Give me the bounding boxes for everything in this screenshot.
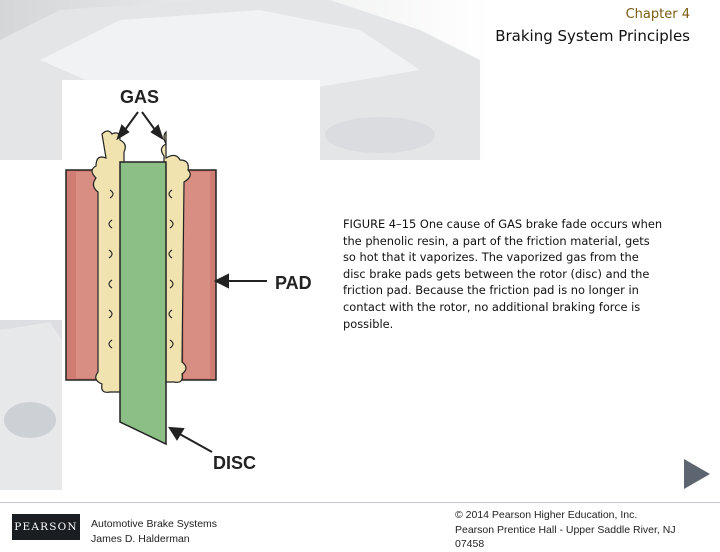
- pad-label: PAD: [275, 273, 312, 293]
- copyright-text: © 2014 Pearson Higher Education, Inc.: [455, 509, 638, 521]
- figure-caption: FIGURE 4–15 One cause of GAS brake fade occurs when the phenolic resin, a part of the friction material, gets so hot that it vaporizes. The vaporized gas from the disc brake pads gets between the rotor (disc) and the friction pad. Because the friction pad is no longer in contact with the rotor, no additional braking force is possible.: [343, 217, 663, 331]
- brake-fade-illustration: [62, 80, 320, 490]
- play-triangle-icon[interactable]: [682, 457, 712, 491]
- disc-label: DISC: [213, 453, 257, 473]
- disc-rotor: [120, 162, 166, 444]
- book-title: Automotive Brake Systems: [91, 518, 218, 530]
- publisher-text: Pearson Prentice Hall - Upper Saddle River, NJ: [455, 523, 676, 536]
- figure-diagram: [62, 80, 320, 490]
- chapter-label: Chapter 4: [625, 7, 690, 22]
- gas-label: GAS: [120, 87, 160, 107]
- slide-footer: [0, 502, 720, 550]
- author-name: James D. Halderman: [91, 532, 190, 545]
- pearson-logo: PEARSON: [12, 514, 80, 540]
- zip-code-text: 07458: [455, 538, 485, 550]
- footer-publisher-info: [455, 508, 676, 552]
- footer-book-info: [91, 517, 217, 546]
- slide-title: Braking System Principles: [495, 27, 690, 45]
